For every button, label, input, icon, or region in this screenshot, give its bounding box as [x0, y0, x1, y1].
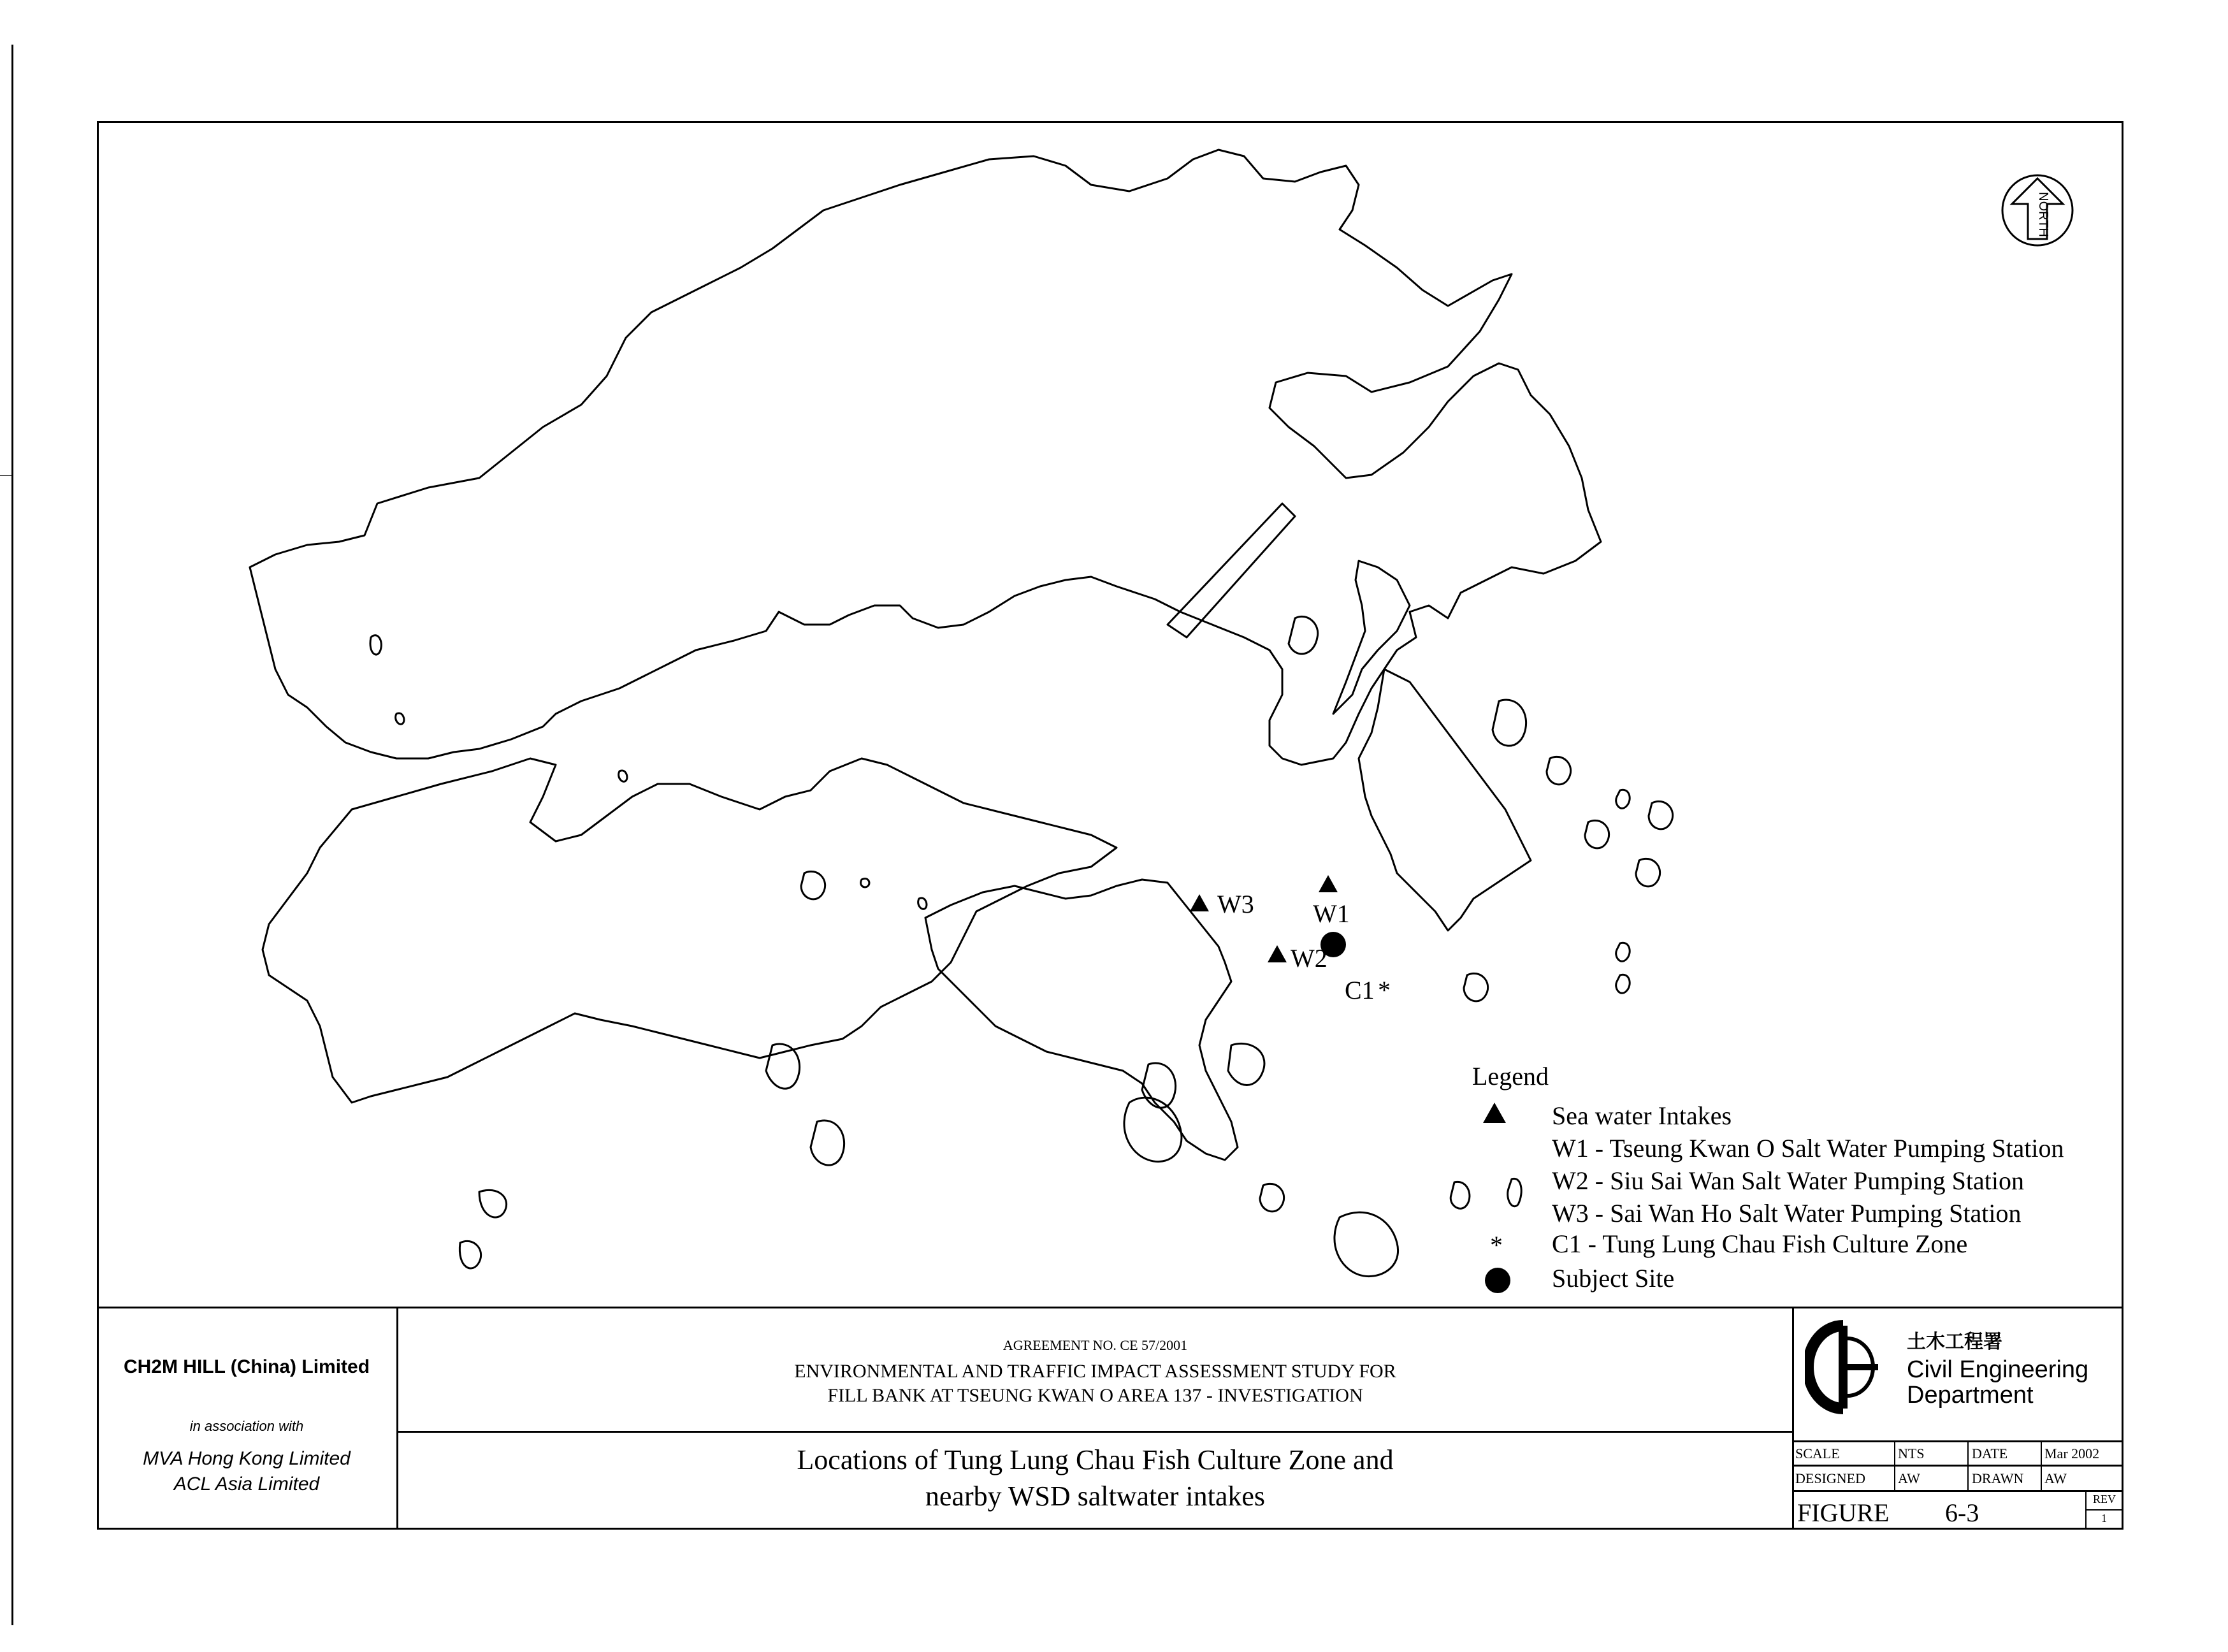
w2-intake-marker: [1268, 945, 1287, 962]
island: [1464, 973, 1488, 1001]
island: [619, 771, 627, 781]
info-grid-line: [2041, 1440, 2042, 1490]
dept-name-line1: Civil Engineering: [1907, 1356, 2089, 1383]
w3-label: W3: [1217, 890, 1254, 918]
island: [1335, 1212, 1398, 1276]
island: [1616, 790, 1630, 808]
scale-value: NTS: [1898, 1446, 1925, 1461]
title-block-divider: [1792, 1307, 1794, 1530]
drawing-title-line1: Locations of Tung Lung Chau Fish Culture Zone and: [797, 1444, 1394, 1475]
legend-dot-icon: [1484, 1266, 1512, 1294]
island: [1260, 1184, 1284, 1212]
designed-label: DESIGNED: [1795, 1470, 1865, 1486]
rev-label: REV: [2093, 1493, 2116, 1505]
figure-label: FIGURE: [1797, 1498, 1890, 1527]
drawn-value: AW: [2044, 1470, 2067, 1486]
dept-chinese-name: 土木工程署: [1907, 1331, 2002, 1353]
legend-w3: W3 - Sai Wan Ho Salt Water Pumping Station: [1552, 1199, 2022, 1228]
island: [1289, 616, 1318, 654]
island: [1636, 859, 1660, 887]
island: [1616, 975, 1630, 993]
info-grid-line: [1894, 1440, 1895, 1490]
left-margin-line: [11, 45, 13, 1625]
north-arrow-label: NORTH: [2036, 192, 2050, 237]
legend-w1: W1 - Tseung Kwan O Salt Water Pumping Station: [1552, 1134, 2064, 1163]
info-grid-line: [1967, 1440, 1969, 1490]
airport-runway: [1168, 504, 1295, 637]
island: [801, 871, 825, 899]
association-text: in association with: [189, 1418, 304, 1434]
info-grid-line: [1792, 1465, 2123, 1467]
date-value: Mar 2002: [2044, 1446, 2100, 1461]
legend-asterisk: *: [1490, 1231, 1503, 1259]
drawing-title-line2: nearby WSD saltwater intakes: [925, 1481, 1266, 1512]
hong-kong-map: [97, 121, 2123, 1307]
legend-title: Legend: [1472, 1062, 1549, 1090]
legend-c1: C1 - Tung Lung Chau Fish Culture Zone: [1552, 1229, 1968, 1258]
title-block-divider: [396, 1431, 1792, 1433]
island: [1124, 1098, 1182, 1161]
island: [1585, 820, 1609, 848]
legend-sea-water-intakes: Sea water Intakes: [1552, 1101, 1732, 1130]
w1-intake-marker: [1319, 875, 1338, 892]
drawn-label: DRAWN: [1972, 1470, 2024, 1486]
agreement-number: AGREEMENT NO. CE 57/2001: [1002, 1337, 1188, 1353]
dept-name-line2: Department: [1907, 1382, 2034, 1409]
c1-asterisk: *: [1378, 976, 1391, 1004]
title-block-top-line: [97, 1307, 2123, 1308]
lantau-outline: [263, 758, 1117, 1103]
study-title-line2: FILL BANK AT TSEUNG KWAN O AREA 137 - INVESTIGATION: [827, 1385, 1363, 1406]
w1-label: W1: [1313, 899, 1350, 928]
legend-subject-site: Subject Site: [1552, 1264, 1675, 1293]
island: [479, 1190, 507, 1217]
island: [370, 635, 381, 655]
date-label: DATE: [1972, 1446, 2008, 1461]
scale-label: SCALE: [1795, 1446, 1840, 1461]
island: [396, 713, 404, 724]
island: [1547, 757, 1571, 785]
company-name: CH2M HILL (China) Limited: [123, 1356, 370, 1377]
rev-value: 1: [2101, 1512, 2107, 1525]
partner-2: ACL Asia Limited: [173, 1474, 320, 1495]
legend-triangle-icon: [1482, 1101, 1507, 1124]
legend-w2: W2 - Siu Sai Wan Salt Water Pumping Station: [1552, 1166, 2024, 1195]
w3-intake-marker: [1190, 894, 1209, 911]
info-grid-line: [1792, 1490, 2123, 1492]
rev-divider: [2085, 1509, 2123, 1511]
c1-label: C1: [1345, 976, 1375, 1004]
partner-1: MVA Hong Kong Limited: [143, 1448, 351, 1469]
island: [459, 1241, 481, 1268]
sai-kung-outline: [1333, 561, 1410, 714]
figure-number: 6-3: [1945, 1498, 1979, 1527]
civil-engineering-logo-icon: [1805, 1319, 1888, 1415]
title-block: [97, 1307, 2123, 1530]
island: [766, 1044, 800, 1089]
island: [1493, 700, 1526, 746]
island: [1616, 943, 1630, 961]
island: [1450, 1182, 1470, 1208]
designed-value: AW: [1898, 1470, 1920, 1486]
island: [811, 1120, 844, 1165]
w2-label: W2: [1291, 944, 1327, 973]
island: [861, 879, 869, 887]
island: [918, 898, 927, 909]
study-title-line1: ENVIRONMENTAL AND TRAFFIC IMPACT ASSESSMENT STUDY FOR: [794, 1361, 1396, 1382]
clear-water-bay-outline: [1359, 669, 1531, 931]
left-tick-mark: [0, 475, 11, 476]
info-grid-line: [1792, 1440, 2123, 1442]
island: [1508, 1178, 1522, 1206]
island: [1649, 801, 1673, 829]
island: [1228, 1043, 1264, 1085]
new-territories-outline: [250, 150, 1601, 765]
